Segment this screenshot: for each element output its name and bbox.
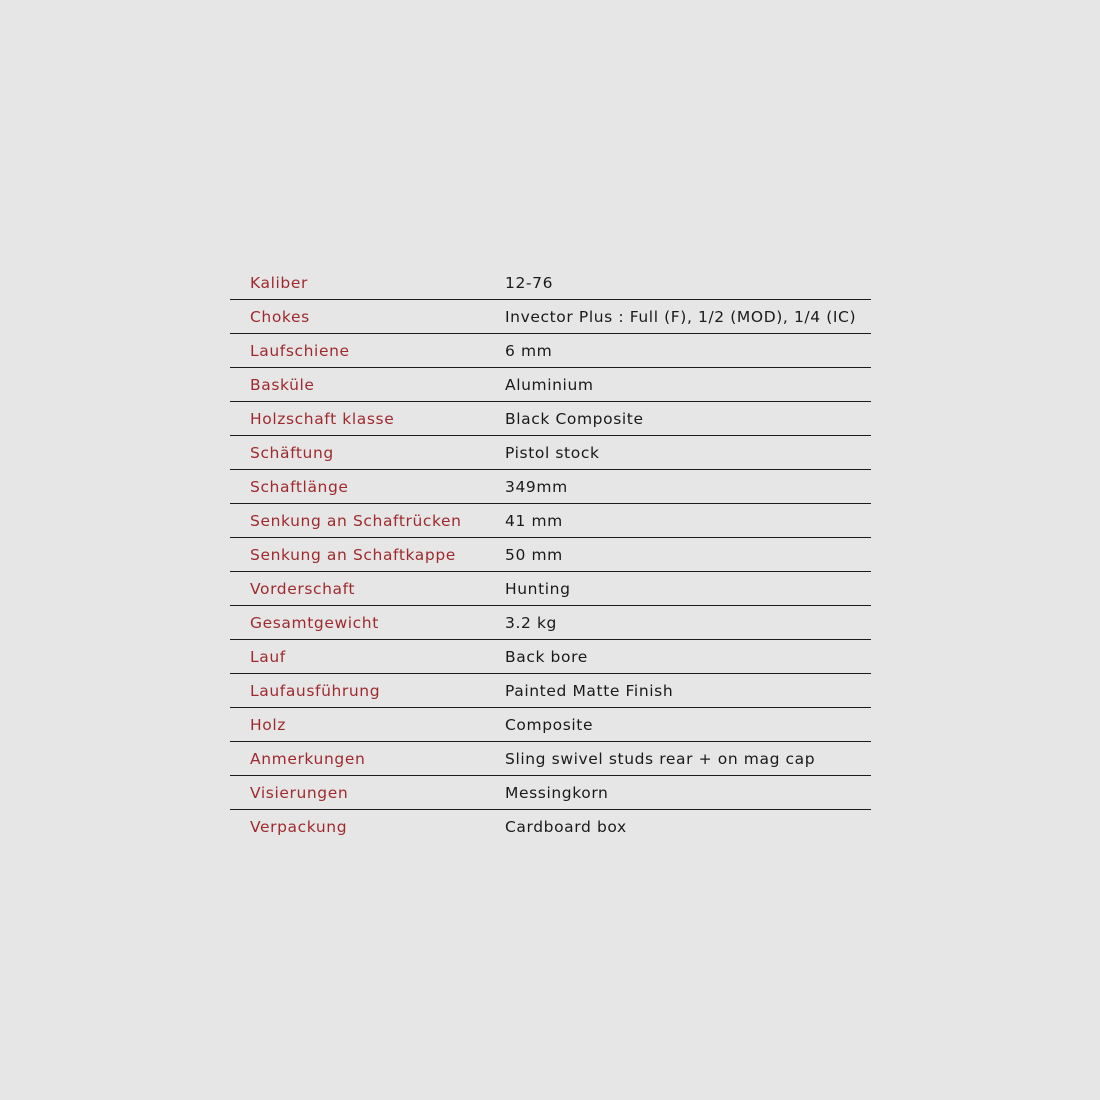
spec-label: Lauf xyxy=(250,647,286,666)
spec-value: 3.2 kg xyxy=(505,613,557,632)
spec-label: Vorderschaft xyxy=(250,579,356,598)
spec-row-chokes xyxy=(230,300,871,334)
spec-row-visierungen xyxy=(230,776,871,810)
spec-label: Anmerkungen xyxy=(250,749,366,768)
spec-value: 349mm xyxy=(505,477,568,496)
spec-row-schaftlaenge xyxy=(230,470,871,504)
spec-label: Verpackung xyxy=(250,817,348,836)
spec-value: Hunting xyxy=(505,579,571,598)
spec-label: Kaliber xyxy=(250,273,308,292)
spec-label: Laufschiene xyxy=(250,341,350,360)
spec-value: 12-76 xyxy=(505,273,554,292)
spec-value: Composite xyxy=(505,715,594,734)
spec-table xyxy=(230,266,871,843)
spec-label: Schäftung xyxy=(250,443,334,462)
spec-row-anmerkungen xyxy=(230,742,871,776)
spec-label: Holz xyxy=(250,715,286,734)
spec-row-kaliber xyxy=(230,266,871,300)
spec-row-gesamtgewicht xyxy=(230,606,871,640)
spec-row-senkung-schaftkappe xyxy=(230,538,871,572)
spec-value: Cardboard box xyxy=(505,817,627,836)
spec-row-holzschaft-klasse xyxy=(230,402,871,436)
spec-value: 50 mm xyxy=(505,545,563,564)
spec-value: Pistol stock xyxy=(505,443,600,462)
spec-row-laufausfuehrung xyxy=(230,674,871,708)
spec-label: Laufausführung xyxy=(250,681,381,700)
spec-row-lauf xyxy=(230,640,871,674)
spec-row-vorderschaft xyxy=(230,572,871,606)
spec-value: Back bore xyxy=(505,647,588,666)
spec-label: Senkung an Schaftrücken xyxy=(250,511,462,530)
spec-row-verpackung xyxy=(230,810,871,843)
spec-label: Visierungen xyxy=(250,783,349,802)
spec-value: Invector Plus : Full (F), 1/2 (MOD), 1/4 (IC) xyxy=(505,307,857,326)
spec-value: Messingkorn xyxy=(505,783,609,802)
spec-row-schaeftung xyxy=(230,436,871,470)
spec-row-senkung-schaftruecken xyxy=(230,504,871,538)
spec-row-baskuele xyxy=(230,368,871,402)
spec-label: Gesamtgewicht xyxy=(250,613,379,632)
spec-label: Chokes xyxy=(250,307,310,326)
spec-value: Black Composite xyxy=(505,409,644,428)
spec-value: Painted Matte Finish xyxy=(505,681,674,700)
spec-label: Holzschaft klasse xyxy=(250,409,395,428)
spec-value: Aluminium xyxy=(505,375,594,394)
spec-row-laufschiene xyxy=(230,334,871,368)
spec-label: Senkung an Schaftkappe xyxy=(250,545,456,564)
spec-value: 41 mm xyxy=(505,511,563,530)
spec-label: Schaftlänge xyxy=(250,477,349,496)
spec-value: 6 mm xyxy=(505,341,553,360)
spec-row-holz xyxy=(230,708,871,742)
spec-label: Basküle xyxy=(250,375,315,394)
spec-value: Sling swivel studs rear + on mag cap xyxy=(505,749,816,768)
